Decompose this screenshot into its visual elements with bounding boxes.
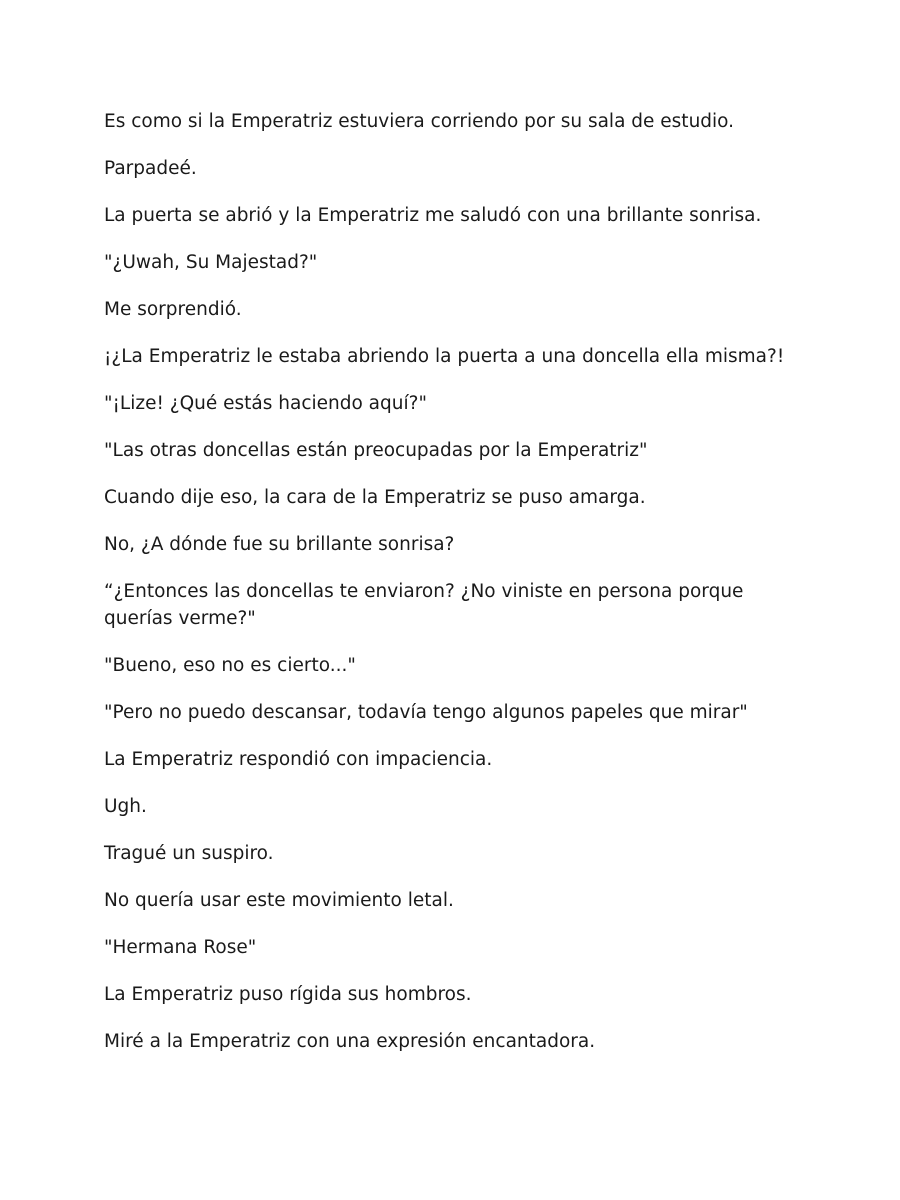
paragraph: La Emperatriz puso rígida sus hombros. <box>104 984 472 1005</box>
paragraph: Cuando dije eso, la cara de la Emperatriz se puso amarga. <box>104 487 646 508</box>
paragraph: "Bueno, eso no es cierto..." <box>104 655 356 676</box>
paragraph: "Hermana Rose" <box>104 937 257 958</box>
paragraph: "¡Lize! ¿Qué estás haciendo aquí?" <box>104 393 427 414</box>
paragraph: “¿Entonces las doncellas te enviaron? ¿No viniste en persona porque querías verme?" <box>104 581 744 629</box>
paragraph: Tragué un suspiro. <box>104 843 274 864</box>
paragraph: Parpadeé. <box>104 158 197 179</box>
paragraph: "Las otras doncellas están preocupadas por la Emperatriz" <box>104 440 648 461</box>
paragraph: La puerta se abrió y la Emperatriz me saludó con una brillante sonrisa. <box>104 205 762 226</box>
paragraph: Ugh. <box>104 796 147 817</box>
paragraph: "Pero no puedo descansar, todavía tengo algunos papeles que mirar" <box>104 702 748 723</box>
paragraph: No quería usar este movimiento letal. <box>104 890 454 911</box>
paragraph: No, ¿A dónde fue su brillante sonrisa? <box>104 534 455 555</box>
paragraph: Me sorprendió. <box>104 299 242 320</box>
paragraph: "¿Uwah, Su Majestad?" <box>104 252 318 273</box>
paragraph: La Emperatriz respondió con impaciencia. <box>104 749 493 770</box>
paragraph: Es como si la Emperatriz estuviera corriendo por su sala de estudio. <box>104 111 735 132</box>
document-body <box>104 108 804 1075</box>
paragraph: ¡¿La Emperatriz le estaba abriendo la puerta a una doncella ella misma?! <box>104 346 785 367</box>
paragraph: Miré a la Emperatriz con una expresión encantadora. <box>104 1031 596 1052</box>
